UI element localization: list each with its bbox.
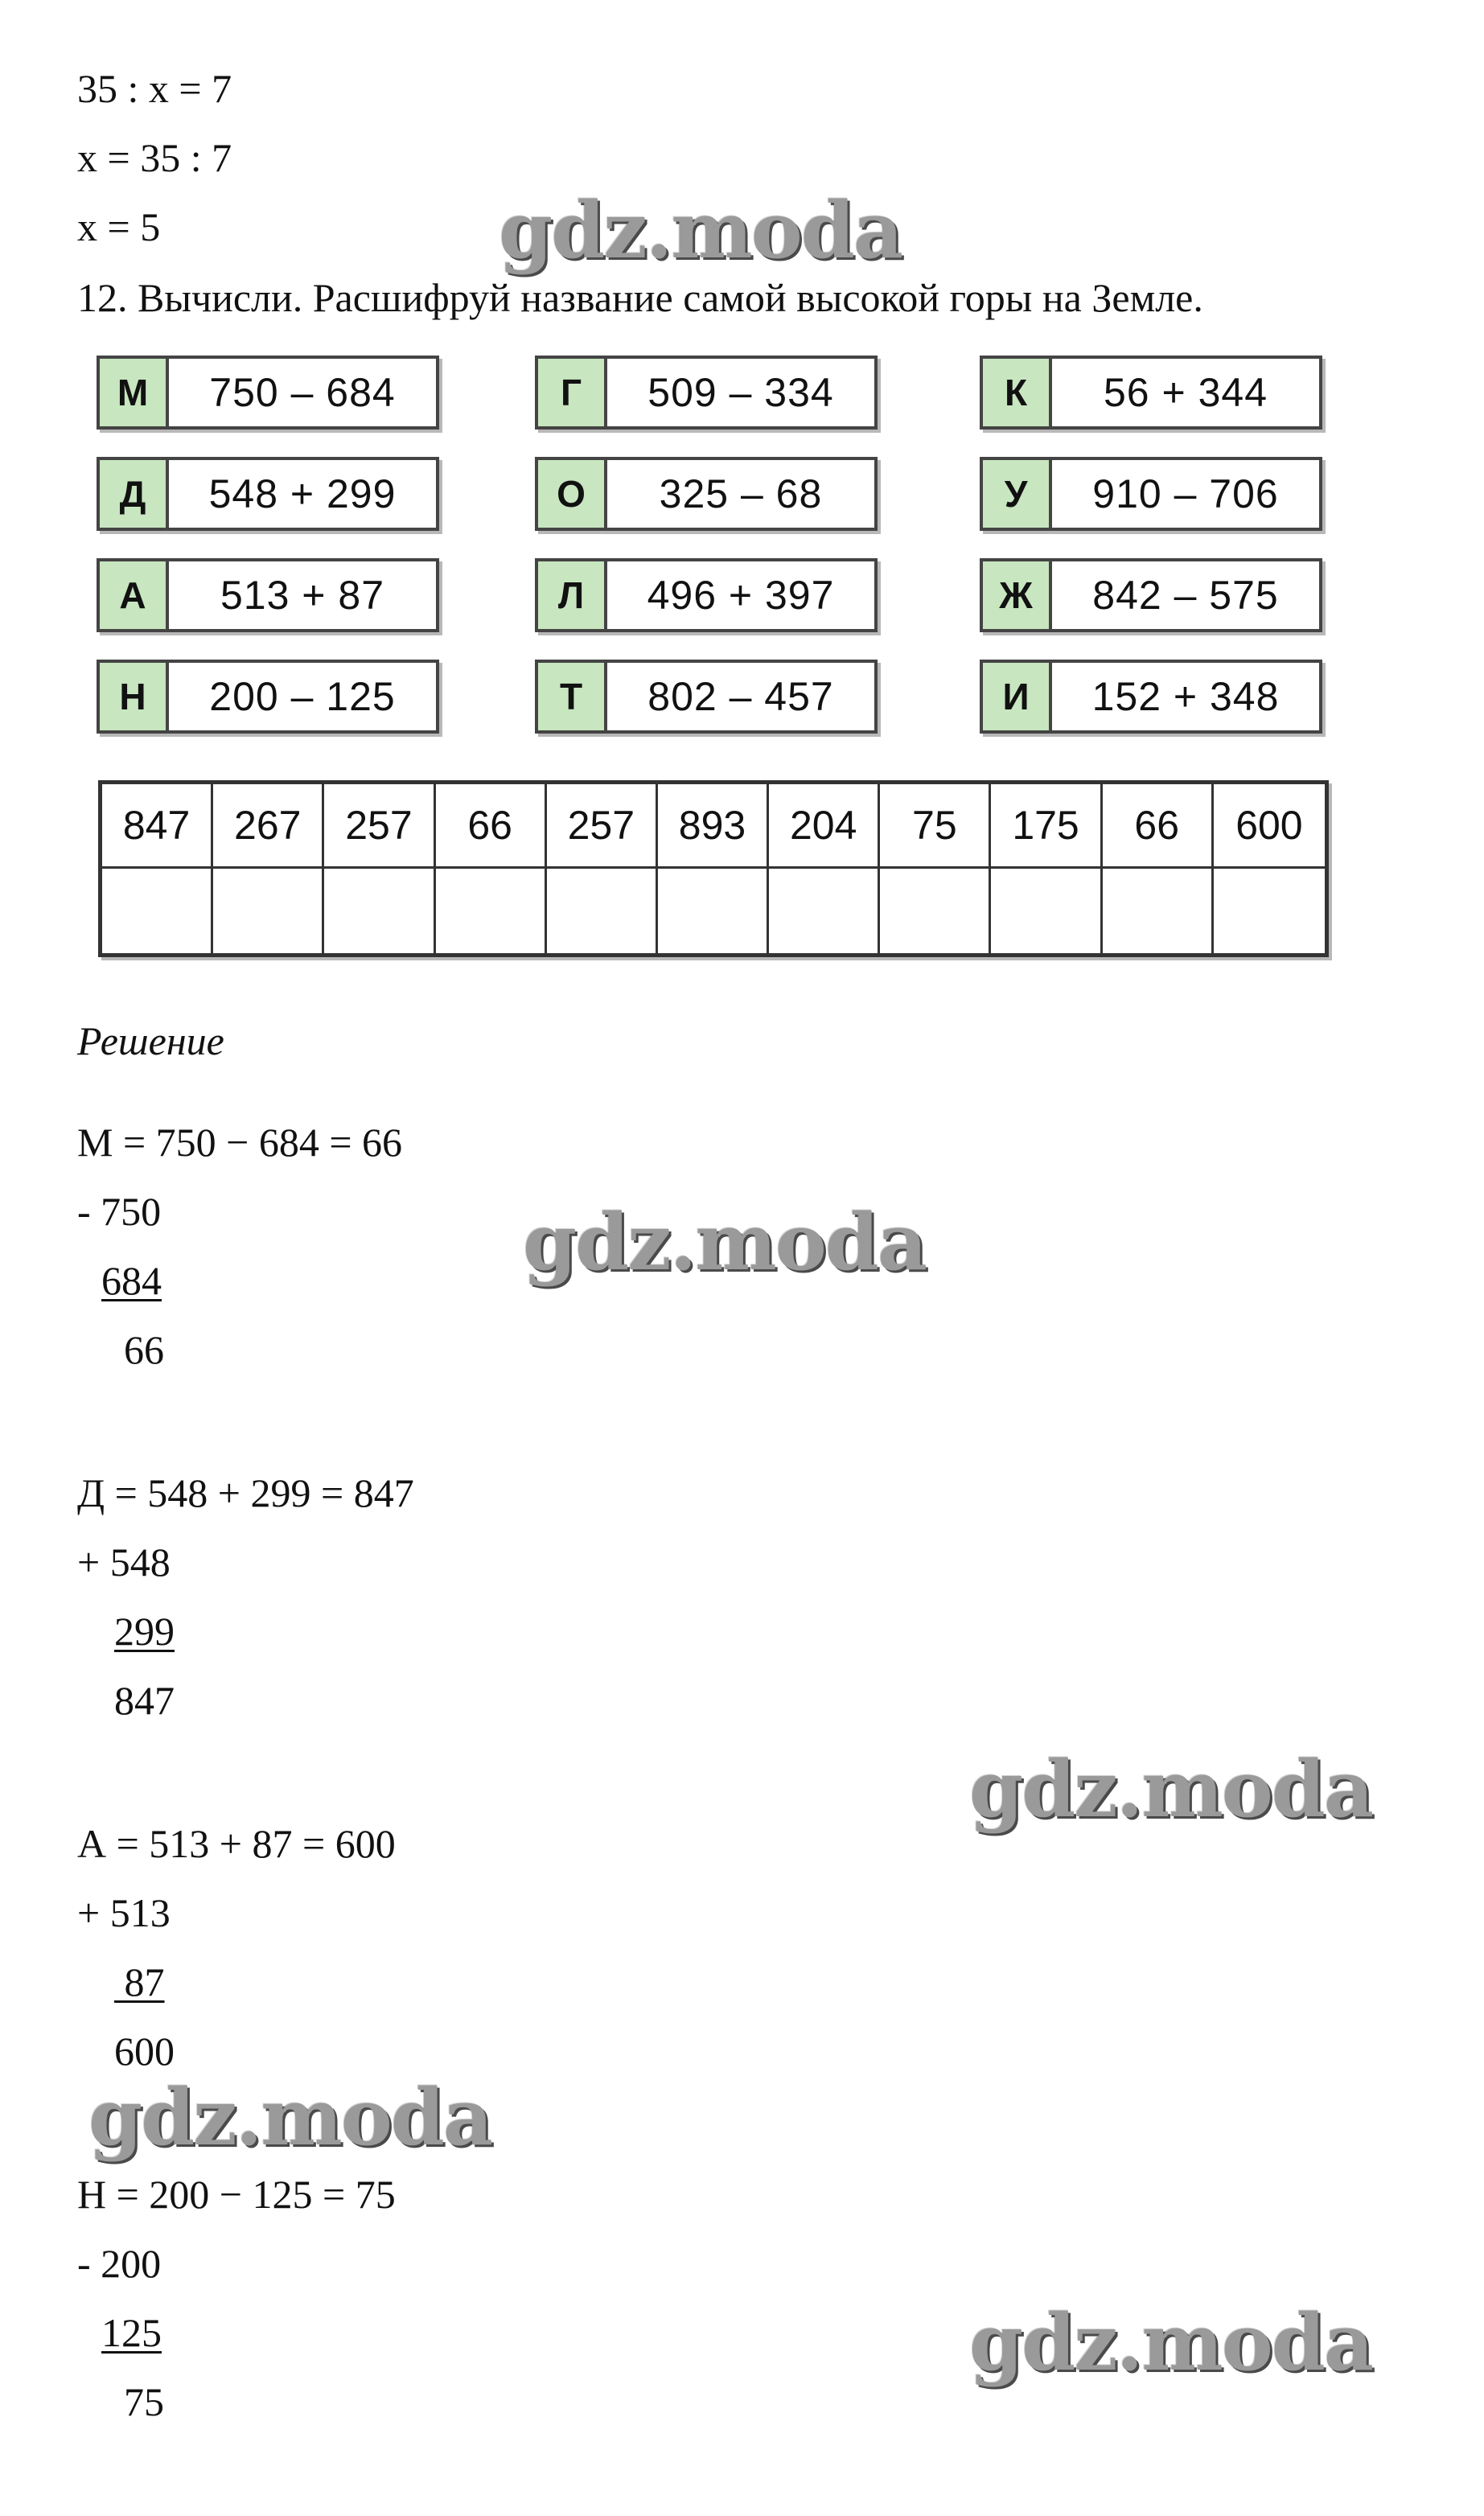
answer-grid [98, 780, 1329, 957]
cipher-expression: 200 – 125 [209, 674, 396, 719]
cipher-letter: Ж [983, 561, 1052, 629]
column-second-operand: 125 [101, 2310, 162, 2355]
cipher-expression: 509 – 334 [647, 370, 834, 415]
grid-letter-cell [658, 869, 769, 953]
cipher-card [980, 558, 1322, 632]
equation-line-3: x = 5 [77, 204, 161, 249]
task-picture [88, 338, 1335, 973]
equation-line-1: 35 : x = 7 [77, 66, 232, 111]
task-title: 12. Вычисли. Расшифруй название самой высокой горы на Земле. [77, 275, 1203, 320]
cipher-card [535, 660, 878, 734]
cipher-expression: 325 – 68 [659, 471, 823, 516]
cipher-expression: 842 – 575 [1092, 573, 1279, 618]
cipher-expression: 152 + 348 [1091, 674, 1280, 719]
cipher-letter: М [100, 359, 169, 426]
equation-line-2: x = 35 : 7 [77, 135, 232, 180]
watermark-logo: gdz.moda [969, 2297, 1373, 2388]
column-second-operand: 684 [101, 1258, 162, 1303]
cipher-letter: И [983, 663, 1052, 730]
grid-number-cell: 600 [1214, 784, 1325, 869]
cipher-letter: Т [538, 663, 607, 730]
grid-number-cell: 75 [880, 784, 991, 869]
grid-number-cell: 257 [547, 784, 658, 869]
column-operator-line: - 750 [77, 1189, 162, 1234]
grid-number-cell: 204 [769, 784, 880, 869]
watermark-logo: gdz.moda [88, 2072, 492, 2163]
column-operator-line: + 548 [77, 1540, 171, 1585]
cipher-card [97, 457, 439, 531]
cipher-card [980, 457, 1322, 531]
grid-number-cell: 267 [213, 784, 324, 869]
cipher-expression: 750 – 684 [209, 370, 396, 415]
grid-letter-cell [102, 869, 213, 953]
column-second-operand: 87 [114, 1959, 165, 2004]
grid-number-cell: 847 [102, 784, 213, 869]
grid-letter-cell [1214, 869, 1325, 953]
solution-equation: А = 513 + 87 = 600 [77, 1821, 396, 1866]
cipher-expression: 56 + 344 [1103, 370, 1268, 415]
cipher-letter: У [983, 460, 1052, 528]
cipher-letter: Г [538, 359, 607, 426]
cipher-card [97, 558, 439, 632]
cipher-letter: Д [100, 460, 169, 528]
cipher-letter: О [538, 460, 607, 528]
cipher-letter: А [100, 561, 169, 629]
cipher-card [535, 457, 878, 531]
cipher-letter: К [983, 359, 1052, 426]
grid-letter-cell [547, 869, 658, 953]
watermark-logo: gdz.moda [499, 185, 902, 276]
cipher-card [980, 356, 1322, 430]
cipher-letter: Л [538, 561, 607, 629]
column-result: 75 [124, 2379, 164, 2424]
grid-letter-cell [1103, 869, 1214, 953]
column-result: 847 [114, 1678, 175, 1723]
cipher-card [97, 660, 439, 734]
cipher-card [97, 356, 439, 430]
cipher-card [535, 356, 878, 430]
cipher-expression: 496 + 397 [647, 573, 835, 618]
watermark-logo: gdz.moda [523, 1197, 927, 1288]
grid-number-cell: 66 [1103, 784, 1214, 869]
grid-letter-cell [213, 869, 324, 953]
watermark-logo: gdz.moda [969, 1744, 1373, 1835]
cipher-expression: 513 + 87 [220, 573, 385, 618]
solution-equation: Н = 200 − 125 = 75 [77, 2172, 396, 2217]
grid-number-cell: 66 [436, 784, 547, 869]
grid-letter-cell [769, 869, 880, 953]
grid-letter-cell [880, 869, 991, 953]
cipher-expression: 802 – 457 [647, 674, 834, 719]
cipher-card [980, 660, 1322, 734]
column-operator-line: - 200 [77, 2241, 162, 2286]
grid-letter-cell [324, 869, 435, 953]
cipher-letter: Н [100, 663, 169, 730]
grid-letter-cell [436, 869, 547, 953]
column-operator-line: + 513 [77, 1890, 171, 1935]
cipher-expression: 910 – 706 [1092, 471, 1279, 516]
solution-equation: М = 750 − 684 = 66 [77, 1120, 403, 1165]
solution-equation: Д = 548 + 299 = 847 [77, 1470, 414, 1515]
cipher-expression: 548 + 299 [208, 471, 397, 516]
solution-heading: Решение [77, 1018, 224, 1063]
column-result: 66 [124, 1327, 164, 1372]
grid-number-cell: 175 [991, 784, 1102, 869]
column-second-operand: 299 [114, 1609, 175, 1654]
grid-number-cell: 893 [658, 784, 769, 869]
cipher-card [535, 558, 878, 632]
grid-letter-cell [991, 869, 1102, 953]
column-result: 600 [114, 2029, 175, 2074]
grid-number-cell: 257 [324, 784, 435, 869]
